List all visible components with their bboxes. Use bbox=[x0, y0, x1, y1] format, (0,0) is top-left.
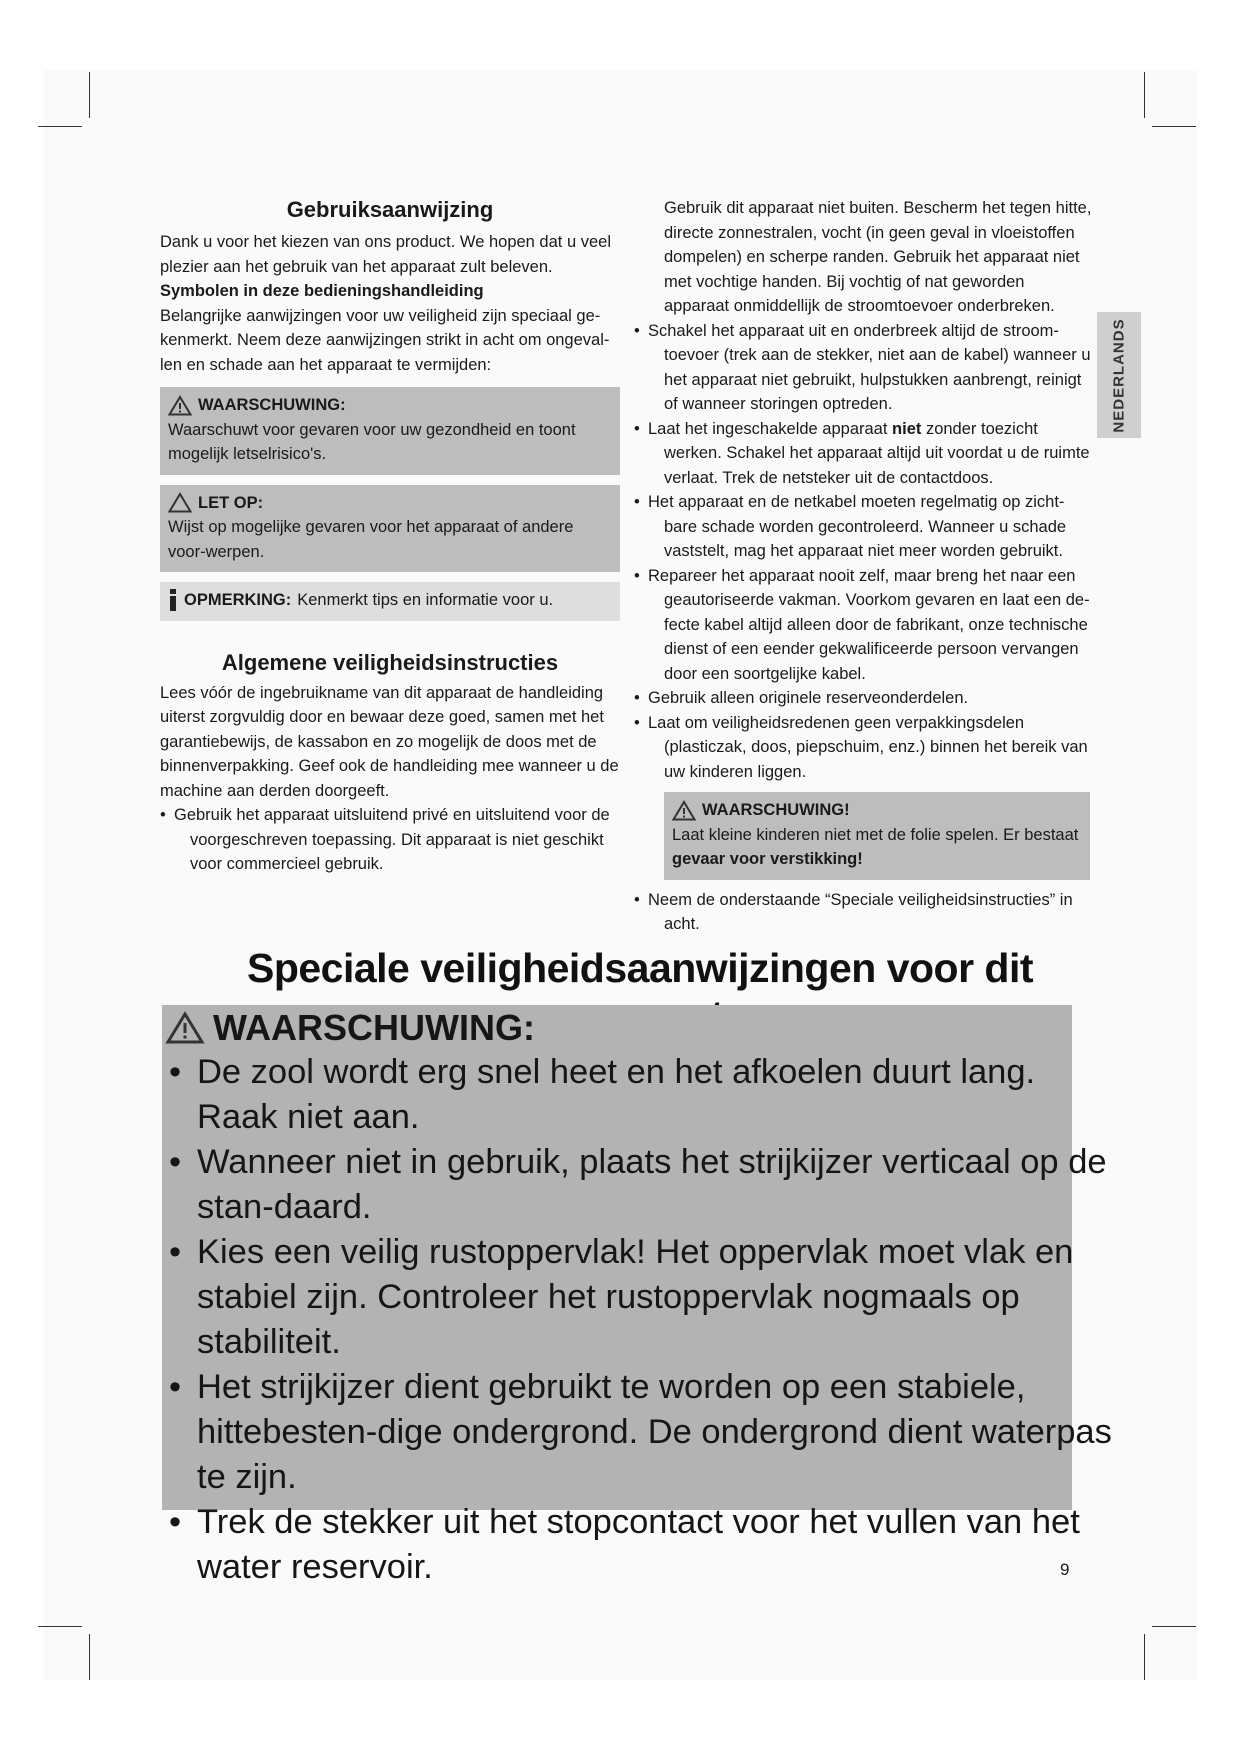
list-item: • Repareer het apparaat nooit zelf, maar breng het naar een geautoriseerde vakman. Voorkom gevaren en laat een de-fecte kabel altijd alleen door de fabrikant, onze technische dienst of een eender gekwalificeerde persoon vervangen door een soortgelijke kabel. bbox=[634, 564, 1094, 687]
caution-box-title bbox=[168, 491, 612, 516]
manual-title: Gebruiksaanwijzing bbox=[286, 197, 494, 222]
list-item: • Gebruik het apparaat uitsluitend privé en uitsluitend voor de voorgeschreven toepassing. Dit apparaat is niet geschikt voor commercieel gebruik. bbox=[160, 803, 620, 877]
warning-triangle-icon bbox=[672, 800, 696, 821]
list-item: • Gebruik alleen originele reserveonderdelen. bbox=[634, 686, 1094, 711]
warning-triangle-icon bbox=[168, 395, 192, 416]
special-safety-content bbox=[165, 1005, 1125, 1590]
list-item: • Schakel het apparaat uit en onderbreek altijd de stroom-toevoer (trek aan de stekker, niet aan de kabel) wanneer u het apparaat niet gebruikt, hulpstukken aanbrengt, reinigt of wanneer storingen optreden. bbox=[634, 319, 1094, 417]
child-warning-text bbox=[672, 823, 1082, 872]
crop-mark-top-left-h bbox=[38, 126, 82, 127]
language-tab-label: NEDERLANDS bbox=[1110, 317, 1128, 433]
warning-box bbox=[160, 387, 620, 475]
child-warning-bold: gevaar voor verstikking! bbox=[672, 850, 863, 868]
list-item: • Laat om veiligheidsredenen geen verpakkingsdelen (plasticzak, doos, piepschuim, enz.) binnen het bereik van uw kinderen liggen. bbox=[634, 711, 1094, 785]
special-warning-title-text: WAARSCHUWING: bbox=[213, 1007, 535, 1048]
list-item: • Neem de onderstaande “Speciale veiligheidsinstructies” in acht. bbox=[634, 888, 1094, 937]
child-warning-body: Laat kleine kinderen niet met de folie spelen. Er bestaat bbox=[672, 825, 1079, 844]
caution-box-title-text: LET OP: bbox=[198, 493, 264, 512]
left-bullet-list bbox=[160, 803, 620, 877]
unattended-bold: niet bbox=[892, 419, 922, 438]
note-box-text: Kenmerkt tips en informatie voor u. bbox=[297, 591, 554, 609]
caution-triangle-icon bbox=[168, 492, 192, 513]
special-safety-list bbox=[165, 1050, 1125, 1590]
list-item: • De zool wordt erg snel heet en het afkoelen duurt lang. Raak niet aan. bbox=[165, 1050, 1125, 1140]
special-warning-title bbox=[165, 1005, 1125, 1050]
page-number: 9 bbox=[1060, 1560, 1070, 1579]
special-safety-title: Speciale veiligheidsaanwijzingen voor dit bbox=[246, 945, 1034, 991]
right-bullet-list bbox=[634, 319, 1094, 785]
unattended-pre: Laat het ingeschakelde apparaat bbox=[648, 419, 893, 438]
right-column bbox=[634, 196, 1094, 937]
symbols-heading: Symbolen in deze bedieningshandleiding bbox=[160, 282, 484, 300]
crop-mark-top-left-v bbox=[89, 72, 90, 118]
crop-mark-bottom-left-h bbox=[38, 1626, 82, 1627]
list-item: • Het apparaat en de netkabel moeten regelmatig op zicht-bare schade worden gecontroleerd. Wanneer u schade vaststelt, mag het apparaat niet meer worden gebruikt. bbox=[634, 490, 1094, 564]
warning-triangle-icon bbox=[165, 1011, 205, 1045]
info-icon bbox=[168, 589, 178, 611]
language-tab bbox=[1097, 312, 1141, 438]
child-warning-box bbox=[664, 792, 1090, 880]
intro-text: Dank u voor het kiezen van ons product. We hopen dat u veel plezier aan het gebruik van het apparaat zult beleven. bbox=[160, 233, 611, 276]
list-item: • Kies een veilig rustoppervlak! Het oppervlak moet vlak en stabiel zijn. Controleer het rustoppervlak nogmaals op stabiliteit. bbox=[165, 1230, 1125, 1365]
warning-box-title-text: WAARSCHUWING: bbox=[198, 396, 346, 414]
note-box-title: OPMERKING: bbox=[184, 591, 292, 609]
crop-mark-bottom-right-v bbox=[1144, 1634, 1145, 1680]
child-warning-title bbox=[672, 798, 1082, 823]
left-column bbox=[160, 196, 620, 877]
crop-mark-top-right-h bbox=[1152, 126, 1196, 127]
right-last-list bbox=[634, 888, 1094, 937]
list-item: • Trek de stekker uit het stopcontact voor het vullen van het water reservoir. bbox=[165, 1500, 1125, 1590]
warning-box-text: Waarschuwt voor gevaren voor uw gezondheid en toont mogelijk letselrisico's. bbox=[168, 420, 576, 463]
list-item: • Wanneer niet in gebruik, plaats het strijkijzer verticaal op de stan-daard. bbox=[165, 1140, 1125, 1230]
warning-box-title bbox=[168, 393, 612, 418]
list-item: • Het strijkijzer dient gebruikt te worden op een stabiele, hittebesten-dige ondergrond. De ondergrond dient waterpas te zijn. bbox=[165, 1365, 1125, 1500]
list-item-unattended bbox=[634, 417, 1094, 491]
continuation-text: Gebruik dit apparaat niet buiten. Bescherm het tegen hitte, directe zonnestralen, vocht (in geen geval in vloeistoffen dompelen) en scherpe randen. Gebruik het apparaat niet met vochtige handen. Bij vochtig of nat geworden apparaat onmiddellijk de stroomtoevoer onderbreken. bbox=[664, 199, 1092, 315]
unattended-post: zonder toezicht werken. Schakel het apparaat altijd uit voordat u de ruimte verlaat. Trek de netsteker uit de contactdoos. bbox=[664, 419, 1090, 487]
general-safety-text: Lees vóór de ingebruikname van dit apparaat de handleiding uiterst zorgvuldig door en bewaar deze goed, samen met het garantiebewijs, de kassabon en zo mogelijk de doos met de binnenverpakking. Geef ook de handleiding mee wanneer u de machine aan derden doorgeeft. bbox=[160, 683, 619, 800]
crop-mark-top-right-v bbox=[1144, 72, 1145, 118]
symbols-text: Belangrijke aanwijzingen voor uw veiligheid zijn speciaal ge-kenmerkt. Neem deze aanwijzingen strikt in acht om ongeval-len en schade aan het apparaat te vermijden: bbox=[160, 306, 610, 374]
crop-mark-bottom-left-v bbox=[89, 1634, 90, 1680]
crop-mark-bottom-right-h bbox=[1152, 1626, 1196, 1627]
caution-box bbox=[160, 485, 620, 573]
general-safety-heading: Algemene veiligheidsinstructies bbox=[221, 649, 559, 675]
note-box bbox=[160, 582, 620, 621]
child-warning-title-text: WAARSCHUWING! bbox=[702, 801, 850, 819]
caution-box-text: Wijst op mogelijke gevaren voor het apparaat of andere voor-werpen. bbox=[168, 518, 574, 561]
